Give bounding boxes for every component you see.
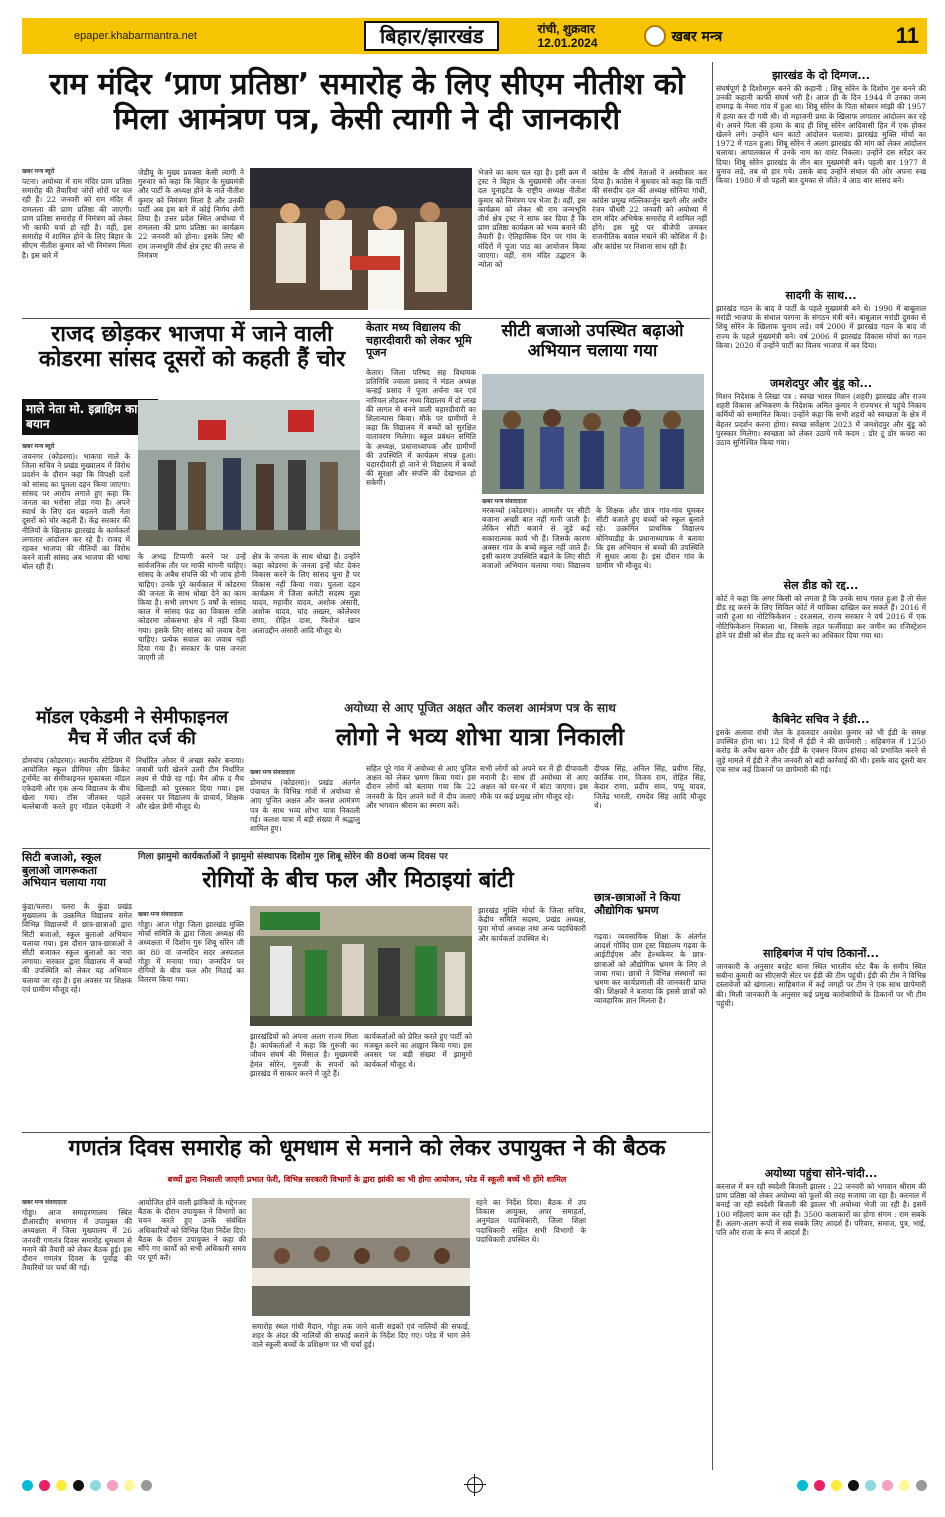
lead-headline: राम मंदिर ‘प्राण प्रतिष्ठा’ समारोह के लिए सीएम नीतीश को मिला आमंत्रण पत्र, केसी त्यागी ने दी जानकारी — [49, 67, 685, 137]
swatch — [73, 1480, 84, 1491]
jmm-col-2: झारखंडियों को अपना अलग राज्य मिला है। कार्यकर्ताओं ने कहा कि गुरुजी का जीवन संघर्ष की मिसाल है। मुख्यमंत्री हेमंत सोरेन, गुरुजी के सपनों को झारखंड में साकार करने में जुटे हैं। — [250, 1032, 358, 1078]
model-headline: मॉडल एकेडमी ने सेमीफाइनल मैच में जीत दर्ज की — [35, 707, 229, 749]
column-divider — [712, 62, 713, 1470]
right-title-7: अयोध्या पहुंचा सोने-चांदी... — [764, 1167, 878, 1180]
kodarma-col-3: क्षेत्र के जनता के साथ धोखा है। उन्होंने कहा कोडरमा के जनता इन्हें चोट देकर विकास करने के लिए सांसद चुना है पर विकास नहीं किया गया। पुतला दहन कार्यक्रम में जिला कमेटी सदस्य मुन्ना यादव, महावीर यादव, अशोक अंसारी, अशोक यादव, चांद अख्तर, कोलेश्वर राणा, रोहित दास, फिरोज खान अलाउद्दीन अंसारी आदि मौजूद थे। — [252, 552, 360, 635]
section-divider — [22, 848, 710, 849]
right-title-2: सादगी के साथ... — [785, 289, 857, 302]
seeti-photo — [482, 374, 704, 494]
kedar-body: केतार। जिला परिषद सह विधायक प्रतिनिधि ज्वाला प्रसाद ने मंडल अध्यक्ष कन्हई प्रसाद ने पूजा अर्चना कर एवं नारियल तोड़कर मध्य विद्यालय में दो लाख की लागत से बनने वाली चहारदीवारी का शिलान्यास किया। मौके पर ग्रामीणों ने कहा कि विद्यालय में बच्चों को सुरक्षित वातावरण मिलेगा। स्कूल प्रबंधन समिति के अध्यक्ष, प्रधानाध्यापक और ग्रामीणों की उपस्थिति में कार्यक्रम संपन्न हुआ। चहारदीवारी हो जाने से विद्यालय में बच्चों की सुरक्षा और संपत्ति की देखभाल हो सकेगी। — [366, 368, 476, 488]
right-body-7: करनाल में बन रही स्वदेशी बिजली झालर : 22 जनवरी को भगवान श्रीराम की प्राण प्रतिष्ठा को लेकर अयोध्या को फूलों की तरह सजाया जा रहा है। करनाल में बनाई जा रही स्वदेशी बिजली की झालर भी अयोध्या भेजी जा रही है। इसमें 100 महिलाएं काम कर रही हैं। 3500 कलाकारों का होगा संगम : राम सबके हैं। अलग-अलग रूपों में सब सबके लिए आदर्श हैं। परिवार, समाज, पुत्र, भाई, पति और राजा के रूप में आदर्श हैं। — [716, 1182, 926, 1238]
right-body-2: झारखंड गठन के बाद वे पार्टी के पहले मुख्यमंत्री बने थे। 1990 में बाबूलाल मरांडी भाजपा के संथाल परगना के संगठन मंत्री बने। बाबूलाल मरांडी दुमका से शिबू सोरेन के खिलाफ चुनाव लड़े। वर्ष 2000 में झारखंड गठन के बाद वो राज्य के पहले मुख्यमंत्री बने। वर्ष 2006 में झारखंड विकास मोर्चा का गठन किया। 2020 में उन्होंने पार्टी का विलय भाजपा में कर दिया। — [716, 304, 926, 350]
swatch — [882, 1480, 893, 1491]
kodarma-photo-image — [138, 400, 360, 546]
lead-col-4: कांग्रेस के शीर्ष नेताओं ने अस्वीकार कर दिया है। कांग्रेस ने बुधवार को कहा कि पार्टी की संसदीय दल की अध्यक्ष सोनिया गांधी, कांग्रेस प्रमुख मल्लिकार्जुन खरगे और अधीर रंजन चौधरी 22 जनवरी को अयोध्या में राम मंदिर अभिषेक समारोह में शामिल नहीं होंगे। इस मुद्दे पर बीजेपी जमकर राजनीतिक बवाल मचाने की कोशिश में है। और कांग्रेस पर निशाना साध रही है। — [592, 168, 707, 251]
city-day: रांची, शुक्रवार — [537, 22, 595, 36]
kodarma-badge: माले नेता मो. इब्राहिम का बयान — [22, 399, 158, 435]
gantantra-byline: खबर मन्त्र संवाददाता — [22, 1200, 67, 1206]
swatch — [124, 1480, 135, 1491]
logo-icon — [644, 25, 666, 47]
jmm-kicker: गिला झामुमो कार्यकर्ताओं ने झामुमो संस्थापक दिशोम गुरु शिबू सोरेन की 80वां जन्म दिवस पर — [138, 852, 448, 862]
gantantra-col-2: आयोजित होने वाली झांकियों के मद्देनजर बैठक के दौरान उपायुक्त ने विभागों का चयन करते हुए उनके संबंधित अधिकारियों को विभिन्न दिशा निर्देश दिए। बैठक के दौरान उपायुक्त ने कहा की सौंपे गए कार्यों को सभी अधिकारी समय पर पूर्ण करें। — [138, 1198, 246, 1263]
date-block — [537, 22, 597, 50]
kodarma-col-2: के अभद्र टिप्पणी करने पर उन्हें सार्वजनिक तौर पर माफी मांगनी चाहिए। सांसद के अबैध संपत्ति की भी जांच होनी चाहिए। उनके पूरे कार्यकाल में कोडरमा की जनता के साथ धोखा देने का काम किया है। सभी लगभग 5 वर्षों के सांसद काल में सांसद फंड का विकास राशि कोडरमा लोकसभा क्षेत्र में नहीं किया गया। इसके लिए सांसद को जवाब देना चाहिए। प्रत्येक सवाल का जवाब नहीं दिया गया है। सरकार के पास जनता जाएगी तो — [138, 552, 246, 663]
gantantra-photo-image — [252, 1198, 470, 1316]
right-body-6: जानकारी के अनुसार बरहेट थाना स्थित भारतीय स्टेट बैंक के समीप स्थित सबीना कुमारी का सीएसपी सेंटर पर ईडी की टीम पहुंची। ईडी की टीम ने विभिन्न दस्तावेजों को खंगाला। साहिबगंज में कई जगहों पर टीम ने एक साथ छापेमारी की। मिली जानकारी के अनुसार कई प्रमुख कारोबारियों के ठिकानों पर भी टीम पहुंची। — [716, 962, 926, 1008]
jmm-col-3: कार्यकर्ताओं को प्रेरित करते हुए पार्टी को मजबूत करने का आह्वान किया गया। इस अवसर पर बड़ी संख्या में झामुमो कार्यकर्ता मौजूद थे। — [364, 1032, 472, 1069]
ayodhya-kicker: अयोध्या से आए पूजित अक्षत और कलश आमंत्रण पत्र के साथ — [344, 701, 616, 715]
swatch — [22, 1480, 33, 1491]
right-title-6: साहिबगंज में पांच ठिकानों... — [763, 947, 879, 960]
page-number: 11 — [895, 23, 919, 48]
lead-photo-image — [250, 168, 472, 310]
gantantra-col-4: रहने का निर्देश दिया। बैठक में उप विकास आयुक्त, अपर समाहर्ता, अनुमंडल पदाधिकारी, जिला शिक्षा पदाधिकारी सहित सभी विभागों के पदाधिकारी उपस्थित थे। — [476, 1198, 586, 1244]
siti-headline: सिटी बजाओ, स्कूल बुलाओ जागरूकता अभियान चलाया गया — [22, 851, 106, 890]
chhatra-headline: छात्र-छात्राओं ने किया औद्योगिक भ्रमण — [594, 891, 681, 917]
ayodhya-col-3: सभी लोगों को अपने घर में ही दीपावली मनानी है। साथ ही अयोध्या से आए अक्षत को घर-घर में बांटा जाएगा। इस मौके पर कई प्रमुख लोग मौजूद रहे। — [480, 764, 588, 801]
right-title-4: सेल डीड को रद्द... — [783, 579, 859, 592]
date: 12.01.2024 — [537, 36, 598, 50]
swatch — [56, 1480, 67, 1491]
ayodhya-col-1: डोमचांच (कोडरमा)। प्रखंड अंतर्गत पंचायत के विभिन्न गांवों में अयोध्या से आए पूजित अक्षत और कलश आमंत्रण पत्र के साथ भव्य शोभा यात्रा निकाली गई। कलश यात्रा में बड़ी संख्या में श्रद्धालु शामिल हुए। — [250, 778, 360, 834]
ayodhya-col-4: दीपक सिंह, अनिल सिंह, प्रवीण सिंह, कार्तिक राम, विजय राम, रोहित सिंह, केदार राणा, प्रदीप साव, पप्पू यादव, जितेंद्र भारती, रामदेव सिंह आदि मौजूद थे। — [594, 764, 706, 810]
brand-name: खबर मन्त्र — [671, 28, 723, 45]
jmm-headline: रोगियों के बीच फल और मिठाइयां बांटी — [202, 868, 514, 893]
kedar-headline: केतार मध्य विद्यालय की चहारदीवारी को लेकर भूमि पूजन — [366, 321, 472, 360]
gantantra-headline: गणतंत्र दिवस समारोह को धूमधाम से मनाने को लेकर उपायुक्त ने की बैठक — [68, 1136, 666, 1161]
swatch — [107, 1480, 118, 1491]
jmm-byline: खबर मन्त्र संवाददाता — [138, 912, 183, 918]
section-divider — [22, 318, 710, 319]
chhatra-body: गढ़वा। व्यवसायिक शिक्षा के अंतर्गत आदर्श गोविंद ग्राम ट्रस्ट विद्यालय गढ़वा के आईटीईएस और हेल्थकेयर के छात्र-छात्राओं को औद्योगिक भ्रमण के लिए ले जाया गया। छात्रों ने विभिन्न संस्थानों का भ्रमण कर कार्यप्रणाली की जानकारी प्राप्त की। शिक्षकों ने बताया कि इससे छात्रों को व्यावहारिक ज्ञान मिलता है। — [594, 932, 706, 1006]
gantantra-photo — [252, 1198, 470, 1316]
gantantra-deck: बच्चों द्वारा निकाली जाएगी प्रभात फेरी, विभिन्न सरकारी विभागों के द्वारा झांकी का भी होगा आयोजन, परेड में स्कूली बच्चें भी होंगे शामिल — [167, 1175, 567, 1184]
kodarma-col-1: जयनगर (कोडरमा)। भाकपा माले के जिला सचिव ने प्रखंड मुख्यालय में विरोध प्रदर्शन के दौरान कहा कि विपक्षी दलों को सांसद का पुतला दहन किया जाएगा। सांसद पर आरोप लगाते हुए कहा कि जनता का भरोसा तोड़ा गया है। अपने स्वार्थ के लिए दल बदलने वाली नेता दूसरों को चोर कहती हैं। केंद्र सरकार की नीतियों के खिलाफ झारखंड के कार्यकर्ता लगातार आंदोलन कर रहे हैं। राजद में रहकर भाजपा की नीतियों का विरोध करने वाली सांसद अब भाजपा की भाषा बोल रही हैं। — [22, 452, 130, 572]
seeti-headline: सीटी बजाओ उपस्थित बढ़ाओ अभियान चलाया गया — [501, 321, 684, 361]
seeti-photo-image — [482, 374, 704, 494]
swatch — [39, 1480, 50, 1491]
section-title: बिहार/झारखंड — [364, 21, 499, 51]
kodarma-headline: राजद छोड़कर भाजपा में जाने वाली कोडरमा सांसद दूसरों को कहती हैं चोर — [38, 322, 346, 373]
brand-logo — [644, 25, 723, 47]
jmm-photo — [250, 906, 472, 1026]
kodarma-photo — [138, 400, 360, 546]
right-title-5: कैबिनेट सचिव ने ईडी... — [772, 713, 870, 726]
color-swatches-left — [22, 1480, 152, 1491]
swatch — [831, 1480, 842, 1491]
swatch — [90, 1480, 101, 1491]
jmm-col-1: गोड्डा। आज गोड्डा जिला झारखंड मुक्ति मोर्चा समिति के द्वारा जिला अध्यक्ष की अध्यक्षता में दिशोम गुरु शिबू सोरेन जी का 80 वां जन्मदिन सदर अस्पताल गोड्डा में मनाया गया। जन्मदिन पर रोगियों के बीच फल और मिठाई का वितरण किया गया। — [138, 920, 244, 985]
ayodhya-col-2: सहित पूरे गांव में अयोध्या से आए पूजित अक्षत को लेकर भ्रमण किया गया। इस दौरान लोगों को बताया गया कि 22 जनवरी के दिन अपने घरों में दीप जलाएं और भगवान श्रीराम का स्मरण करें। — [366, 764, 476, 810]
siti-body: कुंडा/चतरा। चतरा के कुंडा प्रखंड मुख्यालय के उत्क्रमित विद्यालय समेत विभिन्न विद्यालयों में छात्र-छात्राओं द्वारा सिटी बजाओ, स्कूल बुलाओ अभियान चलाया गया। इस दौरान छात्र-छात्राओं ने सीटी बजाकर स्कूल बुलाओ का नारा लगाया। सरकार द्वारा विद्यालय में बच्चों की उपस्थिति को लेकर यह अभियान चलाया जा रहा है। इस अवसर पर शिक्षक एवं ग्रामीण मौजूद रहे। — [22, 902, 132, 994]
gantantra-col-1: गोड्डा। आज समाहरणालय स्थित डीआरडीए सभागार में उपायुक्त की अध्यक्षता में जिला मुख्यालय में 26 जनवरी गणतंत्र दिवस समारोह धूमधाम से मनाने की तैयारी को लेकर बैठक हुई। इस दौरान गणतंत्र दिवस के पूर्वाह्न की तैयारियों पर चर्चा की गई। — [22, 1208, 132, 1273]
right-body-1: संघर्षपूर्ण है दिशोमगुरु बनने की कहानी : शिबू सोरेन के दिशोम गुरु बनने की उनकी कहानी काफी संघर्ष भरी है। आज ही के दिन 1944 में उनका जन्म रामगढ़ के नेमरा गांव में हुआ था। शिबू सोरेन के पिता सोबरन मांझी की 1957 में हत्या कर दी गयी थी। वो महाजनी प्रथा के खिलाफ लगातार आंदोलन कर रहे थे। अपने पिता की हत्या के बाद ही शिबू सोरेन आदिवासी हित में एक होकर खेलने लगे। उन्होंने धान काटो आंदोलन चलाया। झारखंड मुक्ति मोर्चा का 1972 में गठन हुआ। शिबू सोरेन ने अलग झारखंड की मांग को लेकर आंदोलन चलाया। आपातकाल में उनके नाम का वारंट निकला। उन्होंने दस सरेंडर कर दिया। शिबू सोरेन झारखंड के तीन बार मुख्यमंत्री बने। पहली बार 1977 में चुनाव लड़े, तब वो हार गये। उसके बाद उन्होंने संथाल की ओर अपना रुख किया। 1980 में वो पहली बार दुमका से जीते। वे आठ बार सांसद बने। — [716, 84, 926, 186]
lead-col-3: भेजने का काम चल रहा है। इसी क्रम में ट्रस्ट ने बिहार के मुख्यमंत्री और जनता दल यूनाइटेड के राष्ट्रीय अध्यक्ष नीतीश कुमार को निमंत्रण पत्र भेजा है। वहीं, इस कार्यक्रम को लेकर श्री राम जन्मभूमि तीर्थ क्षेत्र ट्रस्ट ने साफ कर दिया है कि प्राण प्रतिष्ठा कार्यक्रम को भव्य बनाने की तैयारी है। ऐतिहासिक दिन पर गांव के मंदिरों में पूजा पाठ का आयोजन किया जाएगा। वहीं, राम मंदिर उद्घाटन के न्योता को — [478, 168, 586, 270]
swatch — [141, 1480, 152, 1491]
swatch — [865, 1480, 876, 1491]
color-swatches-right — [797, 1480, 927, 1491]
ayodhya-byline: खबर मन्त्र संवाददाता — [250, 770, 295, 776]
registration-mark-icon — [467, 1477, 483, 1493]
swatch — [814, 1480, 825, 1491]
model-body: डोमचांच (कोडरमा)। स्थानीय स्टेडियम में आयोजित स्कूल प्रीमियर लीग क्रिकेट टूर्नामेंट का सेमीफाइनल मुकाबला मॉडल एकेडमी और एक अन्य विद्यालय के बीच खेला गया। टॉस जीतकर पहले बल्लेबाजी करते हुए मॉडल एकेडमी ने निर्धारित ओवर में अच्छा स्कोर बनाया। जवाबी पारी खेलने उतरी टीम निर्धारित लक्ष्य से पीछे रह गई। मैन ऑफ द मैच खिलाड़ी को पुरस्कार दिया गया। इस अवसर पर विद्यालय के प्राचार्य, शिक्षक और खेल प्रेमी मौजूद थे। — [22, 756, 244, 812]
seeti-byline: खबर मन्त्र संवाददाता — [482, 499, 527, 505]
right-body-3: मिशन निदेशक ने लिखा पत्र : स्वच्छ भारत मिशन (शहरी) झारखंड और राज्य शहरी विकास अभिकरण के निदेशक अमित कुमार ने राज्यभर से पहुंचे निकाय कर्मियों को सम्मानित किया। उन्होंने कहा कि सभी शहरों को स्वच्छता के क्षेत्र में बेहतर प्रदर्शन करना होगा। स्वच्छ सर्वेक्षण 2023 में जमशेदपुर और बुंडू को पुरस्कार मिलेगा। स्वच्छता को लेकर उठाये गये कदम : डोर टू डोर कचरा का उठाव सुनिश्चित किया गया। — [716, 392, 926, 448]
swatch — [797, 1480, 808, 1491]
lead-photo — [250, 168, 472, 310]
gantantra-col-3: समारोह स्थल गांधी मैदान, गोड्डा तक जाने वाली सड़कों एवं नालियों की सफाई, शहर के अंदर की नालियों की सफाई कराने के निर्देश दिए गए। परेड में भाग लेने वाले स्कूली बच्चों के प्रशिक्षण पर भी चर्चा हुई। — [252, 1322, 470, 1350]
epaper-url[interactable]: epaper.khabarmantra.net — [74, 30, 197, 42]
lead-col-2: जेडीयू के मुख्य प्रवक्ता केसी त्यागी ने गुरुवार को कहा कि बिहार के मुख्यमंत्री और पार्टी के अध्यक्ष होने के नाते नीतीश कुमार को निमंत्रण मिला है और उनकी पार्टी अब इस बारे में कोई निर्णय लेगी तिया है। उत्तर प्रदेश स्थित अयोध्या में रामलला की प्राण प्रतिष्ठा का कार्यक्रम 22 जनवरी को होना। इसके लिए श्री राम जन्मभूमि तीर्थ क्षेत्र ट्रस्ट की तरफ से निमंत्रण — [138, 168, 244, 260]
swatch — [916, 1480, 927, 1491]
right-title-1: झारखंड के दो दिग्गज... — [772, 69, 870, 82]
right-body-5: इसके अलावा रांची जेल के हवलदार अवधेश कुमार को भी ईडी के समक्ष उपस्थित होना था। 12 दिनों में ईडी ने की छापेमारी : सहिबगंज में 1250 करोड़ के अवैध खनन और ईडी के एक्शन विजय हांसदा को प्रभावित करने से जुड़े मामले में ईडी ने तीन जनवरी को बड़ी कार्रवाई की थी। इसके बाद दूसरी बार एक साथ कई ठिकानों पर छापेमारी की गई। — [716, 728, 926, 774]
page-footer — [22, 1474, 927, 1496]
right-body-4: कोर्ट ने कहा कि अगर किसी को लगता है कि उनके साथ गलत हुआ है तो सेल डीड रद्द करने के लिए सिविल कोर्ट में याचिका दाखिल कर सकते हैं। 2016 में जारी हुआ था नोटिफिकेशन : दरअसल, राज्य सरकार ने वर्ष 2016 में एक नोटिफिकेशन निकाला था, जिसके तहत फर्जीवाड़ा कर जमीन का रजिस्ट्रेशन होने पर डीसी को सेल डीड रद्द करने का अधिकार दिया गया था। — [716, 594, 926, 640]
section-divider — [22, 1132, 710, 1133]
right-title-3: जमशेदपुर और बुंडू को... — [769, 377, 873, 390]
seeti-body: मरकच्चो (कोडरमा)। आमतौर पर सीटी बजाना अच्छी बात नहीं मानी जाती है। लेकिन सीटी बजाने से जुड़े कई सकारात्मक कार्य भी हैं। जिसके कारण अक्सर गांव के बच्चे स्कूल नहीं जाते हैं। इसी कारण उपस्थिति बढ़ाने के लिए सीटी बजाओ अभियान चलाया गया। विद्यालय के शिक्षक और छात्र गांव-गांव घूमकर सीटी बजाते हुए बच्चों को स्कूल बुलाते रहे। उत्क्रमित प्राथमिक विद्यालय बोनियाडीह के प्रधानाध्यापक ने बताया कि इस अभियान से बच्चों की उपस्थिति में सुधार आया है। इस दौरान गांव के ग्रामीण भी मौजूद थे। — [482, 506, 704, 571]
jmm-col-4: झारखंड मुक्ति मोर्चा के जिला सचिव, केंद्रीय समिति सदस्य, प्रखंड अध्यक्ष, युवा मोर्चा अध्यक्ष तथा अन्य पदाधिकारी और कार्यकर्ता उपस्थित थे। — [478, 906, 586, 943]
lead-byline: खबर मन्त्र ब्यूरो — [22, 169, 55, 175]
lead-col-1: पटना। अयोध्या में राम मंदिर प्राण प्रतिष्ठा समारोह की तैयारियां जोरों शोरों पर चल रही हैं। 22 जनवरी को राम मंदिर में रामलला की प्राण प्रतिष्ठा की जाएगी। प्राण प्रतिष्ठा समारोह में निमंत्रण को लेकर भी काफी चर्चा हो रही है। वहीं, इस समारोह में शामिल होने के लिए बिहार के सीएम नीतीश कुमार को भी निमंत्रण मिला है। इस बारे में — [22, 177, 132, 260]
ayodhya-headline: लोगो ने भव्य शोभा यात्रा निकाली — [335, 723, 625, 751]
swatch — [899, 1480, 910, 1491]
jmm-photo-image — [250, 906, 472, 1026]
page-header — [22, 18, 927, 54]
kodarma-byline: खबर मन्त्र ब्यूरो — [22, 444, 55, 450]
swatch — [848, 1480, 859, 1491]
